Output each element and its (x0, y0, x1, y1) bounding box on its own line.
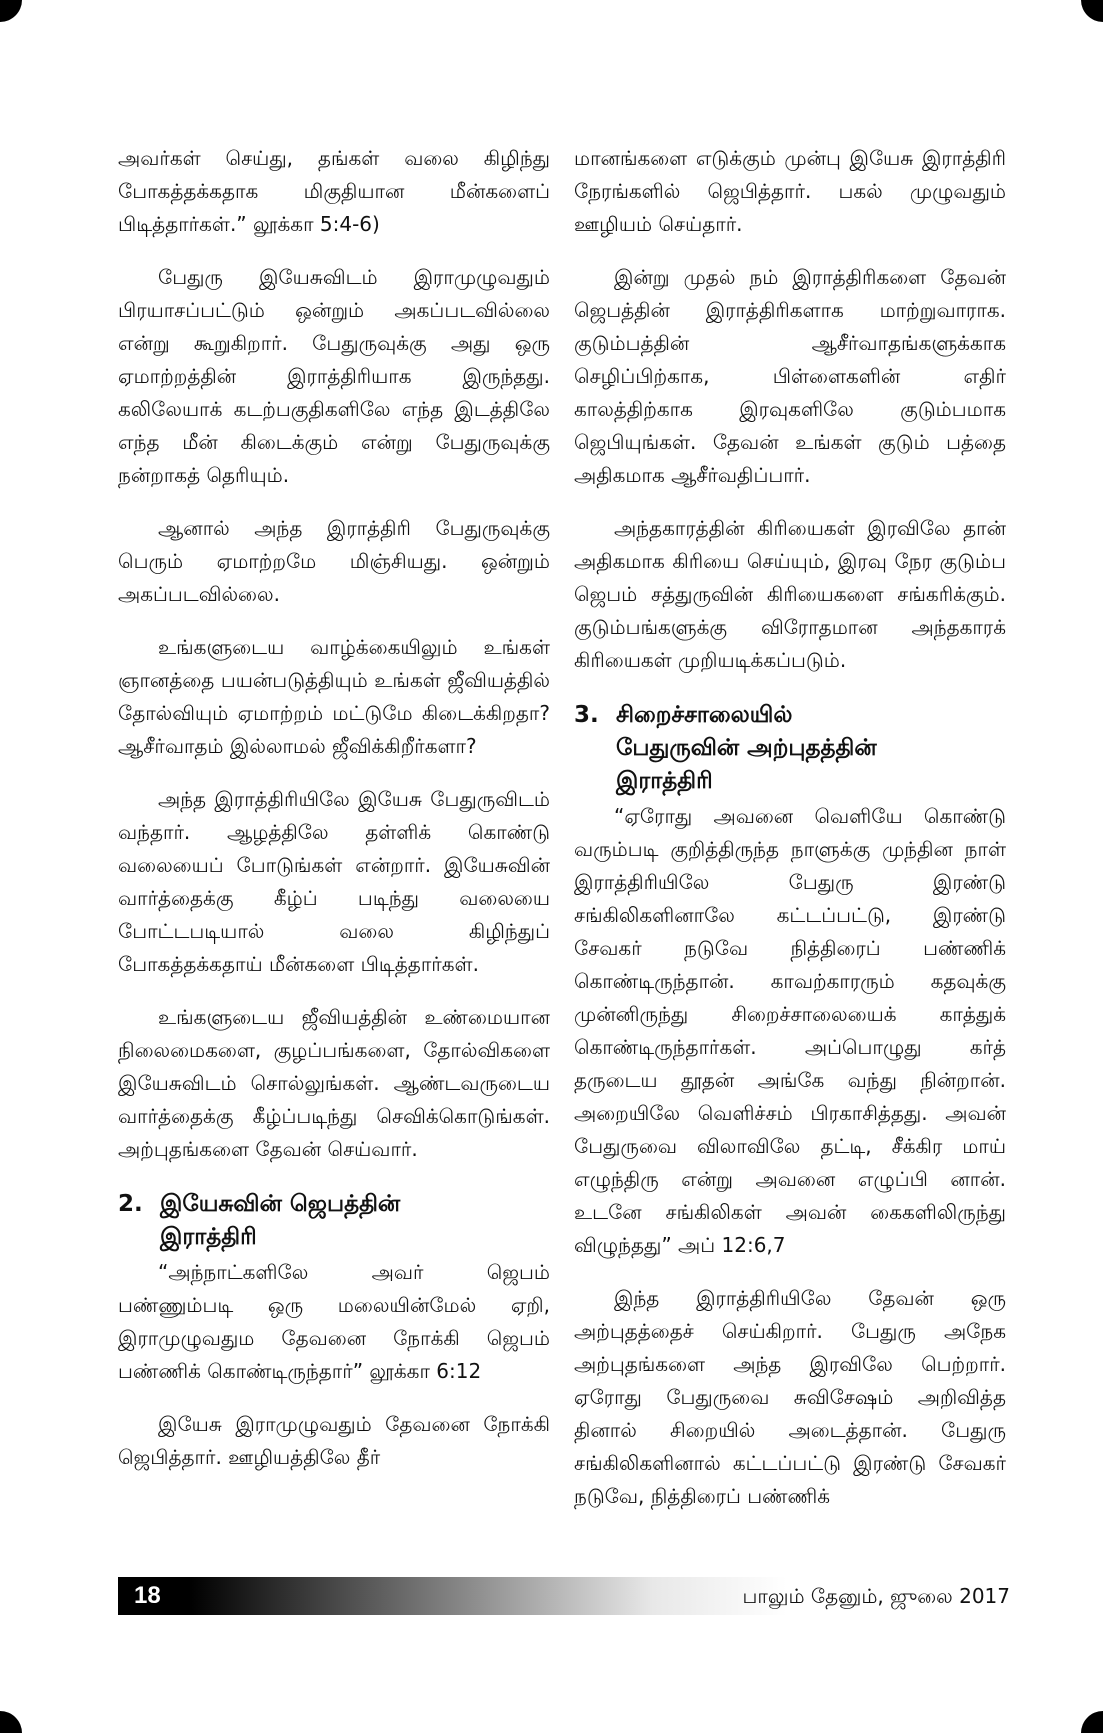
section-title-line: இராத்திரி (160, 1224, 257, 1250)
paragraph: இயேசு இராமுழுவதும் தேவனை நோக்கி ஜெபித்தார். ஊழியத்திலே தீர் (118, 1412, 550, 1469)
left-column (118, 142, 550, 1494)
paragraph: மானங்களை எடுக்கும் முன்பு இயேசு இராத்திரி நேரங்களில் ஜெபித்தார். பகல் முழுவதும் ஊழியம் செய்தார். (574, 146, 1006, 236)
section-title-line: பேதுருவின் அற்புதத்தின் (616, 735, 877, 761)
corner-mark-top-right (1081, 0, 1103, 22)
paragraph: இந்த இராத்திரியிலே தேவன் ஒரு அற்புதத்தைச் செய்கிறார். பேதுரு அநேக அற்புதங்களை அந்த இரவிலே பெற்றார். ஏரோது பேதுருவை சுவிசேஷம் அறிவித்த தினால் சிறையில் அடைத்தான். பேதுரு சங்கிலிகளினால் கட்டப்பட்டு இரண்டு சேவகர் நடுவே, நித்திரைப் பண்ணிக் (574, 1286, 1006, 1508)
paragraph: ஆனால் அந்த இராத்திரி பேதுருவுக்கு பெரும் ஏமாற்றமே மிஞ்சியது. ஒன்றும் அகப்படவில்லை. (118, 516, 550, 606)
page-footer (118, 1577, 1010, 1615)
section-heading-2 (118, 1188, 550, 1254)
section-heading-3 (574, 699, 1006, 798)
magazine-issue: பாலும் தேனும், ஜுலை 2017 (742, 1584, 1010, 1608)
section-number: 3. (574, 702, 599, 728)
paragraph: உங்களுடைய ஜீவியத்தின் உண்மையான நிலைமைகளை, குழப்பங்களை, தோல்விகளை இயேசுவிடம் சொல்லுங்கள். ஆண்டவருடைய வார்த்தைக்கு கீழ்ப்படிந்து செவிக்கொடுங்கள். அற்புதங்களை தேவன் செய்வார். (118, 1005, 550, 1161)
section-title-line: இராத்திரி (616, 768, 713, 794)
right-column (574, 142, 1006, 1533)
scripture-quote: “ஏரோது அவனை வெளியே கொண்டு வரும்படி குறித்திருந்த நாளுக்கு முந்தின நாள் இராத்திரியிலே பேதுரு இரண்டு சங்கிலிகளினாலே கட்டப்பட்டு, இரண்டு சேவகர் நடுவே நித்திரைப் பண்ணிக் கொண்டிருந்தான். காவற்காரரும் கதவுக்கு முன்னிருந்து சிறைச்சாலையைக் காத்துக் கொண்டிருந்தார்கள். அப்பொழுது கர்த் தருடைய தூதன் அங்கே வந்து நின்றான். அறையிலே வெளிச்சம் பிரகாசித்தது. அவன் பேதுருவை விலாவிலே தட்டி, சீக்கிர மாய் எழுந்திரு என்று அவனை எழுப்பி னான். உடனே சங்கிலிகள் அவன் கைகளிலிருந்து விழுந்தது” அப் 12:6,7 (574, 804, 1006, 1257)
paragraph: அந்த இராத்திரியிலே இயேசு பேதுருவிடம் வந்தார். ஆழத்திலே தள்ளிக் கொண்டு வலையைப் போடுங்கள் என்றார். இயேசுவின் வார்த்தைக்கு கீழ்ப் படிந்து வலையை போட்டபடியால் வலை கிழிந்துப் போகத்தக்கதாய் மீன்களை பிடித்தார்கள். (118, 787, 550, 976)
page-number: 18 (134, 1582, 161, 1609)
section-number: 2. (118, 1191, 143, 1217)
corner-mark-top-left (0, 0, 22, 22)
section-title-line: சிறைச்சாலையில் (616, 702, 793, 728)
paragraph: இன்று முதல் நம் இராத்திரிகளை தேவன் ஜெபத்தின் இராத்திரிகளாக மாற்றுவாராக. குடும்பத்தின் ஆசீர்வாதங்களுக்காக செழிப்பிற்காக, பிள்ளைகளின் எதிர் காலத்திற்காக இரவுகளிலே குடும்பமாக ஜெபியுங்கள். தேவன் உங்கள் குடும் பத்தை அதிகமாக ஆசீர்வதிப்பார். (574, 265, 1006, 487)
paragraph: அவர்கள் செய்து, தங்கள் வலை கிழிந்து போகத்தக்கதாக மிகுதியான மீன்களைப் பிடித்தார்கள்.” லூக்கா 5:4-6) (118, 146, 550, 236)
corner-mark-bottom-left (0, 1711, 22, 1733)
paragraph: அந்தகாரத்தின் கிரியைகள் இரவிலே தான் அதிகமாக கிரியை செய்யும், இரவு நேர குடும்ப ஜெபம் சத்துருவின் கிரியைகளை சங்கரிக்கும். குடும்பங்களுக்கு விரோதமான அந்தகாரக் கிரியைகள் முறியடிக்கப்படும். (574, 516, 1006, 672)
paragraph: உங்களுடைய வாழ்க்கையிலும் உங்கள் ஞானத்தை பயன்படுத்தியும் உங்கள் ஜீவியத்தில் தோல்வியும் ஏமாற்றம் மட்டுமே கிடைக்கிறதா? ஆசீர்வாதம் இல்லாமல் ஜீவிக்கிறீர்களா? (118, 635, 550, 758)
section-title-line: இயேசுவின் ஜெபத்தின் (160, 1191, 401, 1217)
scripture-quote: “அந்நாட்களிலே அவர் ஜெபம் பண்ணும்படி ஒரு மலையின்மேல் ஏறி, இராமுழுவதும தேவனை நோக்கி ஜெபம் பண்ணிக் கொண்டிருந்தார்” லூக்கா 6:12 (118, 1260, 550, 1383)
paragraph: பேதுரு இயேசுவிடம் இராமுழுவதும் பிரயாசப்பட்டும் ஒன்றும் அகப்படவில்லை என்று கூறுகிறார். பேதுருவுக்கு அது ஒரு ஏமாற்றத்தின் இராத்திரியாக இருந்தது. கலிலேயாக் கடற்பகுதிகளிலே எந்த இடத்திலே எந்த மீன் கிடைக்கும் என்று பேதுருவுக்கு நன்றாகத் தெரியும். (118, 265, 550, 487)
corner-mark-bottom-right (1081, 1711, 1103, 1733)
